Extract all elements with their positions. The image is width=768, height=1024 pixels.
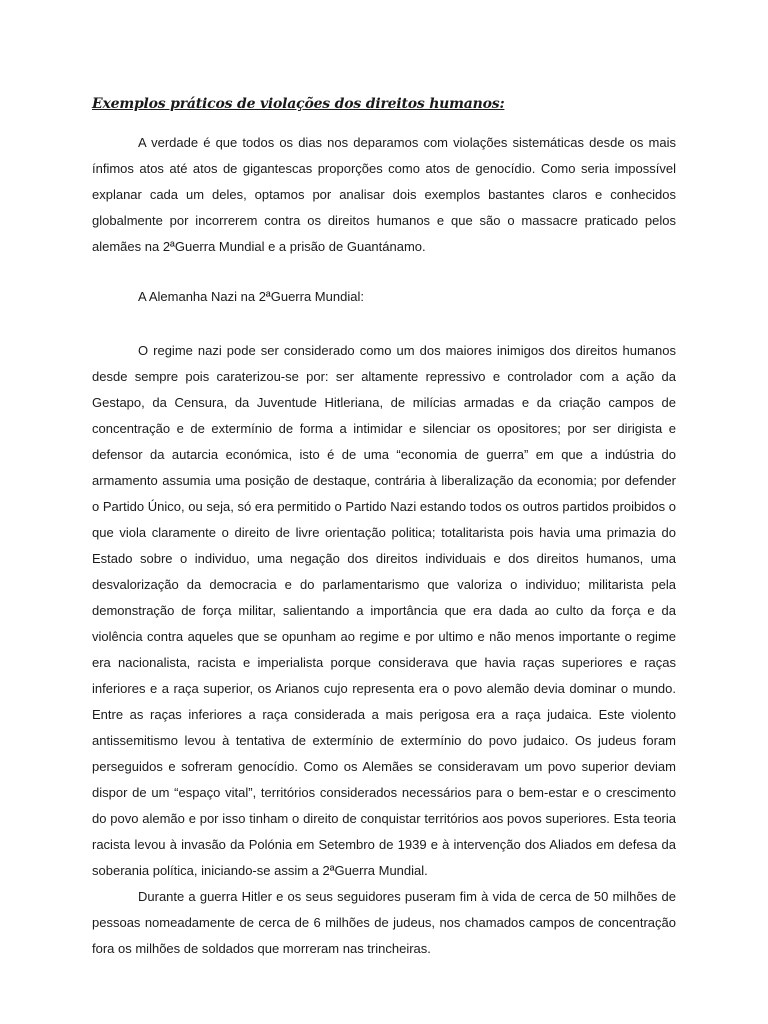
subsection-heading: A Alemanha Nazi na 2ªGuerra Mundial: <box>138 289 364 304</box>
body-paragraph-war: Durante a guerra Hitler e os seus seguidores puseram fim à vida de cerca de 50 milhões de pessoas nomeadamente de cerca de 6 milhões de judeus, nos chamados campos de concentração fora os milhões de soldados que morreram nas trincheiras. <box>92 889 676 956</box>
intro-paragraph: A verdade é que todos os dias nos deparamos com violações sistemáticas desde os mais ínfimos atos até atos de gigantescas proporções como atos de genocídio. Como seria impossível explanar cada um deles, optamos por analisar dois exemplos bastantes claros e conhecidos globalmente por incorrerem contra os direitos humanos e que são o massacre praticado pelos alemães na 2ªGuerra Mundial e a prisão de Guantánamo. <box>92 135 676 254</box>
document-page <box>92 94 676 962</box>
body-paragraph-regime: O regime nazi pode ser considerado como um dos maiores inimigos dos direitos humanos desde sempre pois caraterizou-se por: ser altamente repressivo e controlador com a ação da Gestapo, da Censura, da Juventude Hitleriana, de milícias armadas e da criação campos de concentração e de extermínio de forma a intimidar e silenciar os opositores; por ser dirigista e defensor da autarcia económica, isto é de uma “economia de guerra” em que a indústria do armamento assumia uma posição de destaque, contrária à liberalização da economia; por defender o Partido Único, ou seja, só era permitido o Partido Nazi estando todos os outros partidos proibidos o que viola claramente o direito de livre orientação politica; totalitarista pois havia uma primazia do Estado sobre o individuo, uma negação dos direitos individuais e dos direitos humanos, uma desvalorização da democracia e do parlamentarismo que valoriza o individuo; militarista pela demonstração de força militar, salientando a importância que era dada ao culto da força e da violência contra aqueles que se opunham ao regime e por ultimo e não menos importante o regime era nacionalista, racista e imperialista porque considerava que havia raças superiores e raças inferiores e a raça superior, os Arianos cujo representa era o povo alemão devia dominar o mundo. Entre as raças inferiores a raça considerada a mais perigosa era a raça judaica. Este violento antissemitismo levou à tentativa de extermínio de extermínio do povo judaico. Os judeus foram perseguidos e sofreram genocídio. Como os Alemães se consideravam um povo superior deviam dispor de um “espaço vital”, territórios considerados necessários para o bem-estar e o crescimento do povo alemão e por isso tinham o direito de conquistar territórios aos povos superiores. Esta teoria racista levou à invasão da Polónia em Setembro de 1939 e à intervenção dos Aliados em defesa da soberania política, iniciando-se assim a 2ªGuerra Mundial. <box>92 343 676 878</box>
section-heading: Exemplos práticos de violações dos direitos humanos: <box>92 96 505 112</box>
